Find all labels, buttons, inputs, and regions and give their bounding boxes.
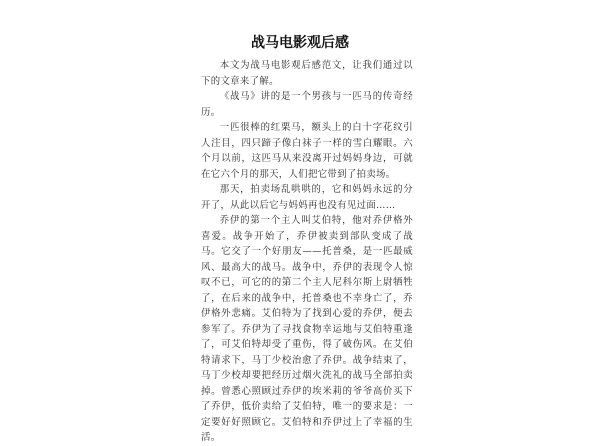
document-body <box>201 58 413 446</box>
paragraph-summary: 《战马》讲的是一个男孩与一匹马的传奇经历。 <box>201 91 413 118</box>
paragraph-intro: 本文为战马电影观后感范文，让我们通过以下的文章来了解。 <box>201 60 413 87</box>
document-title: 战马电影观后感 <box>251 35 349 51</box>
paragraph-story: 乔伊的第一个主人叫艾伯特，他对乔伊格外喜爱。战争开始了，乔伊被卖到部队变成了战马。它交了一个好朋友——托普桑，是一匹最威风、最高大的战马。战争中，乔伊的表现令人惊叹不已，可它的的第二个主人尼科尔斯上尉牺牲了，在后来的战争中，托普桑也不幸身亡了，乔伊格外悲痛。艾伯特为了找到心爱的乔伊，便去参军了。乔伊为了寻找食物幸运地与艾伯特重逢了，可艾伯特却受了重伤，得了破伤风。在艾伯特请求下，马丁少校治愈了乔伊。战争结束了，马丁少校却要把经历过烟火洗礼的战马全部拍卖掉。曾悉心照顾过乔伊的埃米莉的爷爷高价买下了乔伊，低价卖给了艾伯特，唯一的要求是：一定要好好照顾它。艾伯特和乔伊过上了幸福的生活。 <box>201 215 413 443</box>
paragraph-separation: 那天，拍卖场乱哄哄的，它和妈妈永远的分开了，从此以后它与妈妈再也没有见过面…… <box>201 184 413 211</box>
paragraph-horse-description: 一匹很棒的红栗马，额头上的白十字花纹引人注目，四只蹄子像白袜子一样的雪白耀眼。六个月以前，这匹马从来没离开过妈妈身边，可就在它六个月的那天，人们把它带到了拍卖场。 <box>201 122 413 180</box>
